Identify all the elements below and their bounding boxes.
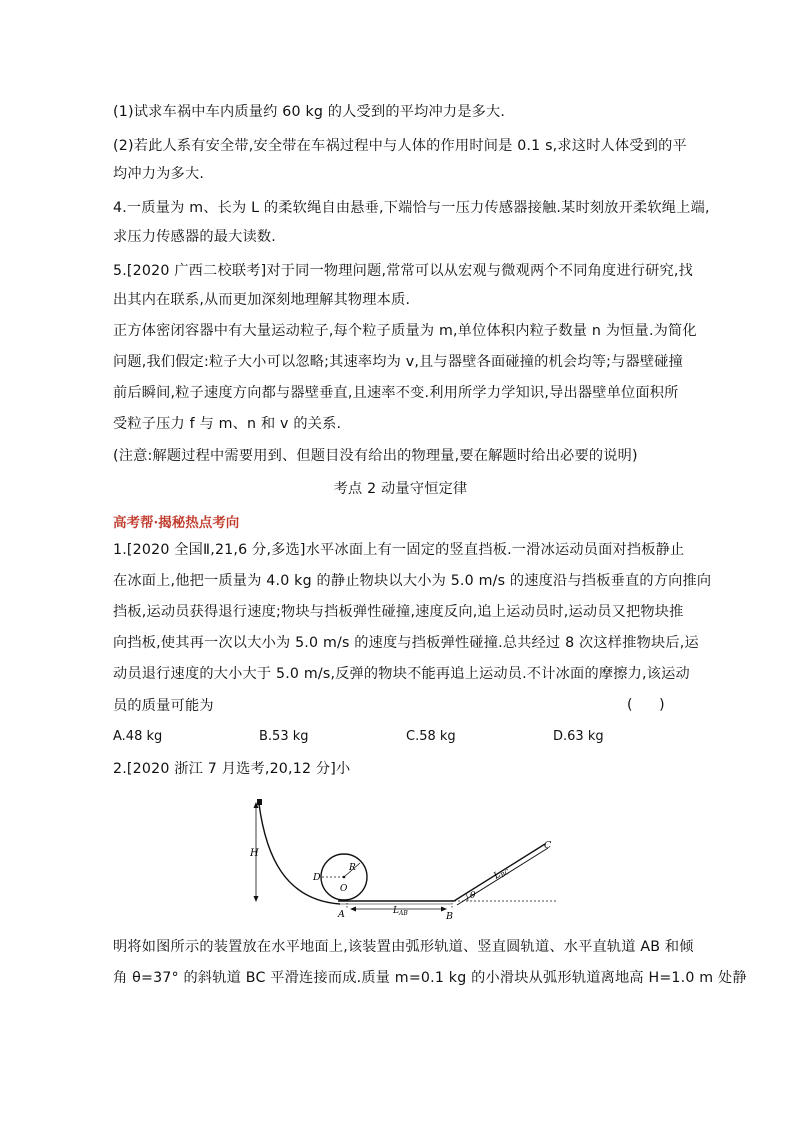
track-figure [240, 796, 570, 922]
label-r: R [349, 863, 356, 873]
label-lab-sub: AB [398, 910, 408, 917]
label-lab-main: L [393, 906, 399, 916]
question-1-line-6: 员的质量可能为 [113, 698, 214, 714]
problem-4-cont: 求压力传感器的最大读数. [113, 229, 276, 245]
problem-4: 4.一质量为 m、长为 L 的柔软绳自由悬垂,下端恰与一压力传感器接触.某时刻放开柔软绳上端, [113, 200, 710, 216]
section-title: 高考帮·揭秘热点考向 [113, 515, 240, 531]
problem-3-part-2-cont: 均冲力为多大. [113, 166, 205, 182]
topic-heading: 考点 2 动量守恒定律 [333, 481, 468, 497]
choice-c: C.58 kg [406, 729, 456, 744]
label-o: O [340, 884, 348, 894]
arc-track [259, 804, 340, 904]
problem-5-body-3: 前后瞬间,粒子速度方向都与器壁垂直,且速率不变.利用所学力学知识,导出器壁单位面积所 [113, 385, 679, 401]
question-1-line-4: 向挡板,使其再一次以大小为 5.0 m/s 的速度与挡板弹性碰撞.总共经过 8 次这样推物块后,运 [113, 635, 699, 651]
choices-row [113, 729, 688, 747]
problem-5-body-1: 正方体密闭容器中有大量运动粒子,每个粒子质量为 m,单位体积内粒子数量 n 为恒量.为简化 [113, 323, 697, 339]
problem-3-part-2: (2)若此人系有安全带,安全带在车祸过程中与人体的作用时间是 0.1 s,求这时人体受到的平 [113, 138, 687, 154]
question-1-line-3: 挡板,运动员获得退行速度;物块与挡板弹性碰撞,速度反向,追上运动员时,运动员又把物块推 [113, 604, 684, 620]
problem-5-note: (注意:解题过程中需要用到、但题目没有给出的物理量,要在解题时给出必要的说明) [113, 448, 638, 464]
problem-5-body-4: 受粒子压力 f 与 m、n 和 v 的关系. [113, 416, 342, 432]
height-arrow-bottom-icon [254, 896, 259, 902]
problem-5: 5.[2020 广西二校联考]对于同一物理问题,常常可以从宏观与微观两个不同角度进行研究,找 [113, 263, 694, 279]
label-lbc-main: L [492, 869, 503, 882]
choice-b: B.53 kg [259, 729, 309, 744]
choice-d: D.63 kg [553, 729, 604, 744]
theta-arc [466, 894, 468, 901]
answer-parentheses: ( ) [627, 697, 665, 713]
label-lab [392, 906, 408, 917]
label-h: H [250, 848, 259, 859]
problem-5-body-2: 问题,我们假定:粒子大小可以忽略;其速率均为 v,且与器壁各面碰撞的机会均等;与器壁碰撞 [113, 354, 684, 370]
problem-5-cont: 出其内在联系,从而更加深刻地理解其物理本质. [113, 292, 411, 308]
question-1-line-1: 1.[2020 全国Ⅱ,21,6 分,多选]水平冰面上有一固定的竖直挡板.一滑冰运动员面对挡板静止 [113, 542, 685, 558]
label-a: A [338, 909, 345, 920]
question-2-line-2: 明将如图所示的装置放在水平地面上,该装置由弧形轨道、竖直圆轨道、水平直轨道 AB 和倾 [113, 939, 694, 955]
label-b: B [446, 911, 453, 922]
question-1-line-2: 在冰面上,他把一质量为 4.0 kg 的静止物块以大小为 5.0 m/s 的速度沿与挡板垂直的方向推向 [113, 573, 712, 589]
question-2-line-3: 角 θ=37° 的斜轨道 BC 平滑连接而成.质量 m=0.1 kg 的小滑块从弧形轨道离地高 H=1.0 m 处静 [113, 970, 747, 986]
lab-arrow-left-icon [350, 907, 356, 912]
question-1-line-5: 动员退行速度的大小大于 5.0 m/s,反弹的物块不能再追上运动员.不计冰面的摩擦力,该运动 [113, 666, 690, 682]
label-theta: θ [470, 891, 476, 901]
question-2-line-1: 2.[2020 浙江 7 月选考,20,12 分]小 [113, 761, 351, 777]
label-c: C [544, 840, 552, 851]
choice-a: A.48 kg [113, 729, 163, 744]
label-lbc-sub: BC [499, 868, 511, 880]
problem-3-part-1: (1)试求车祸中车内质量约 60 kg 的人受到的平均冲力是多大. [113, 104, 506, 120]
label-d: D [313, 872, 321, 883]
